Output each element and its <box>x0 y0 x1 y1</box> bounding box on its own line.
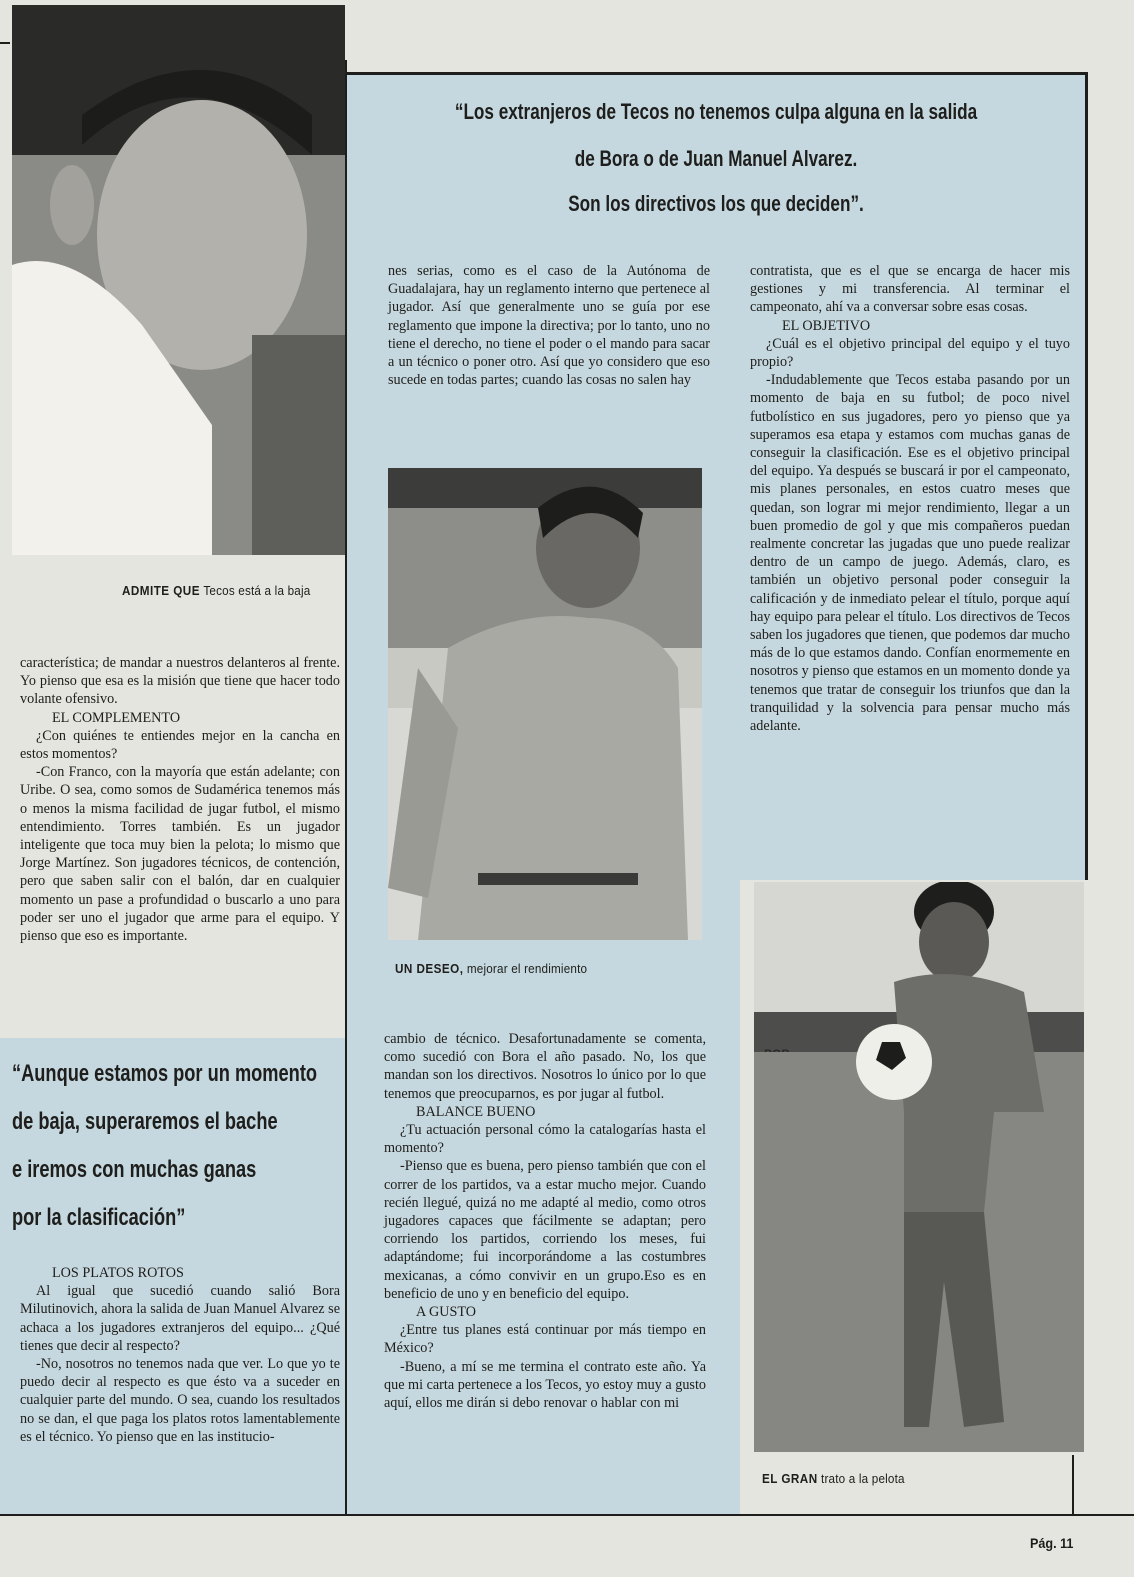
column-2-lower-text <box>384 1030 706 1412</box>
standing-player-caption <box>395 961 587 976</box>
paragraph: ¿Entre tus planes está continuar por más tiempo en México? <box>384 1322 706 1357</box>
paragraph: ¿Con quiénes te entiendes mejor en la cancha en estos momentos? <box>20 727 340 763</box>
top-quote-line-2: de Bora o de Juan Manuel Alvarez. <box>574 146 858 171</box>
paragraph: ¿Tu actuación personal cómo la catalogarías hasta el momento? <box>384 1122 706 1157</box>
bottom-right-rule <box>1072 1455 1074 1515</box>
column-3-text <box>750 262 1070 735</box>
page-number: Pág. 11 <box>1030 1535 1074 1551</box>
paragraph: -Bueno, a mí se me termina el contrato este año. Ya que mi carta pertenece a los Tecos, yo estoy muy a gusto aquí, ellos me dirán si debo renovar o hablar con mi <box>384 1358 706 1412</box>
portrait-caption <box>122 583 310 598</box>
paragraph: ¿Cuál es el objetivo principal del equipo y el tuyo propio? <box>750 335 1070 371</box>
side-pull-quote <box>12 1050 342 1242</box>
portrait-caption-lead: ADMITE QUE <box>122 583 200 598</box>
column-1-upper-text <box>20 654 340 945</box>
top-pull-quote <box>346 90 1086 224</box>
standing-player-photo <box>388 468 702 940</box>
portrait-caption-rest: Tecos está a la baja <box>203 583 311 598</box>
panel-left-rule <box>345 60 347 1516</box>
section-heading: A GUSTO <box>416 1304 477 1321</box>
column-2-upper-text <box>388 262 710 389</box>
paragraph: Al igual que sucedió cuando salió Bora Milutinovich, ahora la salida de Juan Manuel Alvarez se achaca a los jugadores extranjeros del equipo... ¿Qué tienes que decir al respecto? <box>20 1283 340 1354</box>
side-quote-line-4: por la clasificación” <box>12 1204 186 1231</box>
section-heading: EL COMPLEMENTO <box>52 709 181 726</box>
ball-juggling-caption <box>762 1471 905 1486</box>
section-heading: BALANCE BUENO <box>416 1103 536 1120</box>
paragraph: -Pienso que es buena, pero pienso también que con el correr de los partidos, va a estar mucho mejor. Cuando recién llegué, quizá no me adapté al medio, como otros jugadores capaces que fácilmente se adaptan; pero corriendo los partidos, corriendo los meses, fui adaptándome; fui incorporándome a las costumbres mexicanas, a cómo convivir en un grupo.Eso es en beneficio de uno y en beneficio del equipo. <box>384 1158 706 1302</box>
section-heading: EL OBJETIVO <box>782 317 871 334</box>
paragraph: característica; de mandar a nuestros delanteros al frente. Yo pienso que esa es la misión que tiene que hacer todo volante ofensivo. <box>20 655 340 708</box>
side-quote-line-3: e iremos con muchas ganas <box>12 1156 257 1183</box>
section-heading: LOS PLATOS ROTOS <box>52 1265 184 1281</box>
paragraph: contratista, que es el que se encarga de hacer mis gestiones y mi transferencia. Al terminar el campeonato, ahí va a conversar sobre esas cosas. <box>750 263 1070 316</box>
top-quote-line-3: Son los directivos los que deciden”. <box>568 191 864 216</box>
bottom-rule <box>0 1514 1134 1516</box>
top-left-rule <box>0 42 10 44</box>
paragraph: cambio de técnico. Desafortunadamente se comenta, como sucedió con Bora el año pasado. No, los que mandan son los directivos. Nosotros lo único por lo que tenemos que preocuparnos, es por jugar al futbol. <box>384 1031 706 1102</box>
paragraph: nes serias, como es el caso de la Autónoma de Guadalajara, hay un reglamento interno que pertenece al jugador. Así que generalmente uno se guía por ese reglamento que impone la directiva; por lo tanto, uno no tiene el derecho, no tiene el poder o el mando para sacar a un técnico o poner otro. Así que yo considero que eso sucede en todas partes; cuando las cosas no salen hay <box>388 263 710 389</box>
paragraph: -Con Franco, con la mayoría que están adelante; con Uribe. O sea, como somos de Sudamérica tenemos más o menos la misma facilidad de jugar futbol, el mismo entendimiento. Torres también. Es un jugador inteligente que toca muy bien la pelota; lo mismo que Jorge Martínez. Son jugadores técnicos, de contención, pero que saben salir con el balón, dar en cualquier momento un pase a profundidad o buscarlo a uno para poder ser uno el jugador que arme para el equipo. Y pienso que eso es importante. <box>20 764 340 945</box>
column-1-lower-text <box>20 1264 340 1446</box>
side-quote-line-1: “Aunque estamos por un momento <box>12 1060 318 1087</box>
top-quote-line-1: “Los extranjeros de Tecos no tenemos culpa alguna en la salida <box>454 99 978 124</box>
standing-caption-lead: UN DESEO, <box>395 961 464 976</box>
paragraph: -No, nosotros no tenemos nada que ver. Lo que yo te puedo decir al respecto es que ésto va a suceder en cualquier parte del mundo. O sea, cuando los resultados no se dan, el que paga los platos rotos lamentablemente es el técnico. Yo pienso que en las institucio- <box>20 1356 340 1445</box>
standing-caption-rest: mejorar el rendimiento <box>466 961 588 976</box>
side-quote-line-2: de baja, superaremos el bache <box>12 1108 278 1135</box>
ball-caption-lead: EL GRAN <box>762 1471 818 1486</box>
ball-juggling-photo <box>754 882 1084 1452</box>
panel-top-rule <box>346 72 1088 75</box>
ball-caption-rest: trato a la pelota <box>821 1471 905 1486</box>
portrait-photo <box>12 5 345 555</box>
paragraph: -Indudablemente que Tecos estaba pasando por un momento de baja en su futbol; de poco nivel futbolístico en sus jugadores, pero yo pienso que ya superamos esa etapa y estamos com muchas ganas de conseguir la clasificación. Ese es el objetivo principal del equipo. Ya después se buscará ir por el campeonato, mis planes personales, en estos cuatro meses que quedan, son lograr mi mejor rendimiento, llegar a un buen promedio de gol y que mis compañeros puedan realmente concretar las jugadas que uno puede realizar dentro de un campo de juego. Además, claro, es también un objetivo personal poder conseguir la calificación y de inmediato pelear el título, porque aquí hay equipo para pelear el título. Los directivos de Tecos saben los jugadores que tienen, que podemos dar mucho más de lo que estamos dando. Confían enormemente en nosotros y pienso que estamos en un momento donde ya tenemos que tratar de conseguir los triunfos que dan la tranquilidad y la solvencia para pensar mucho más adelante. <box>750 372 1070 735</box>
